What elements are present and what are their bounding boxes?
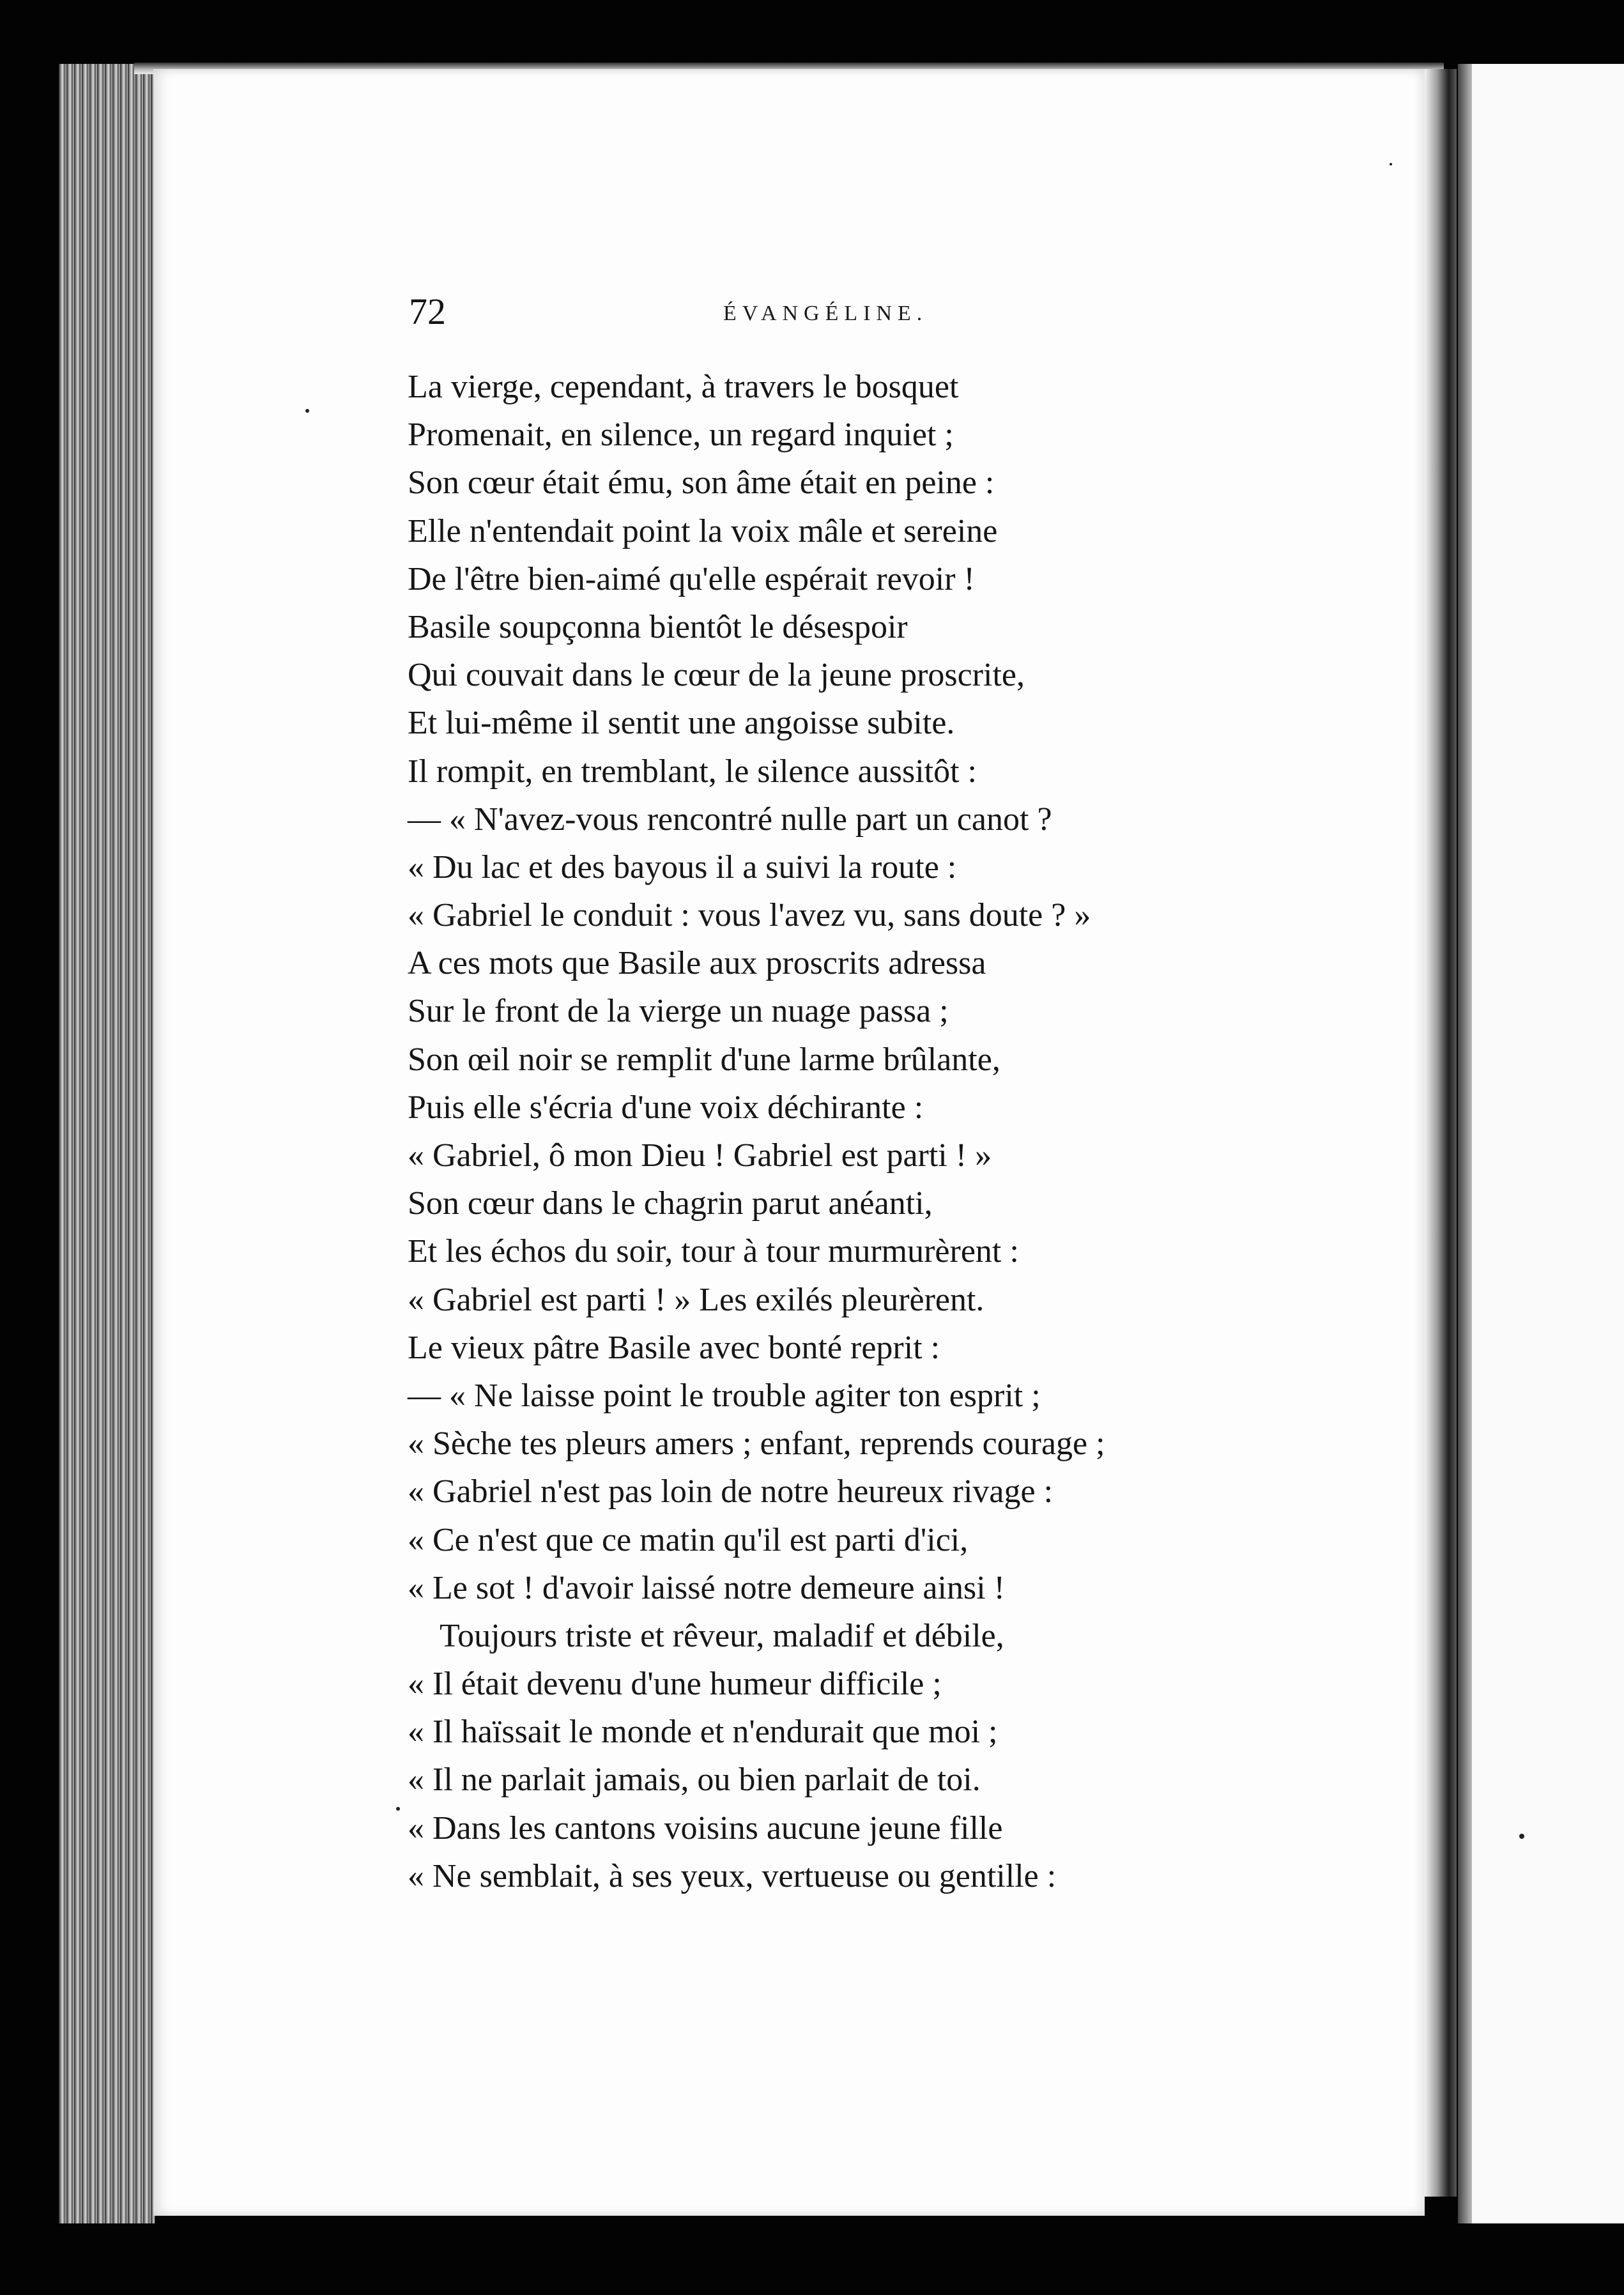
poem-line: Elle n'entendait point la voix mâle et sereine bbox=[408, 512, 998, 549]
dust-speck bbox=[305, 409, 309, 413]
poem-line: « Sèche tes pleurs amers ; enfant, reprends courage ; bbox=[408, 1425, 1105, 1462]
poem-line: Promenait, en silence, un regard inquiet ; bbox=[408, 417, 954, 454]
page-number: 72 bbox=[409, 291, 446, 332]
poem-line: « Il ne parlait jamais, ou bien parlait de toi. bbox=[408, 1762, 981, 1799]
poem-line: Et les échos du soir, tour à tour murmurèrent : bbox=[408, 1233, 1019, 1270]
poem-line: Son œil noir se remplit d'une larme brûlante, bbox=[408, 1041, 1000, 1078]
poem-line: « Ce n'est que ce matin qu'il est parti d'ici, bbox=[408, 1521, 969, 1558]
poem-line: « Il haïssait le monde et n'endurait que moi ; bbox=[408, 1714, 998, 1751]
poem-line: Et lui-même il sentit une angoisse subite. bbox=[408, 705, 955, 742]
binding-gutter bbox=[1425, 69, 1457, 2197]
dust-speck bbox=[1519, 1834, 1524, 1839]
poem-line: Qui couvait dans le cœur de la jeune proscrite, bbox=[408, 657, 1025, 694]
poem-line: « Du lac et des bayous il a suivi la route : bbox=[408, 848, 957, 886]
poem-line: — « N'avez-vous rencontré nulle part un canot ? bbox=[408, 801, 1052, 838]
facing-page-edge bbox=[1458, 64, 1472, 2223]
poem-line: Sur le front de la vierge un nuage passa ; bbox=[408, 993, 949, 1030]
poem-line: Puis elle s'écria d'une voix déchirante : bbox=[408, 1089, 924, 1126]
dust-speck bbox=[1390, 163, 1392, 165]
poem-line: La vierge, cependant, à travers le bosquet bbox=[408, 369, 959, 405]
poem-line: De l'être bien-aimé qu'elle espérait revoir ! bbox=[408, 560, 975, 597]
poem-line: — « Ne laisse point le trouble agiter ton esprit ; bbox=[408, 1377, 1041, 1414]
page-edge-stack bbox=[59, 64, 155, 2223]
running-head bbox=[409, 286, 984, 337]
poem-line: « Il était devenu d'une humeur difficile ; bbox=[408, 1666, 942, 1703]
poem-line: Toujours triste et rêveur, maladif et débile, bbox=[440, 1617, 1004, 1654]
poem-line: « Gabriel, ô mon Dieu ! Gabriel est parti ! » bbox=[408, 1137, 992, 1174]
poem-line: Son cœur dans le chagrin parut anéanti, bbox=[408, 1185, 933, 1222]
poem-line: « Gabriel est parti ! » Les exilés pleurèrent. bbox=[408, 1281, 984, 1318]
poem-line: A ces mots que Basile aux proscrits adressa bbox=[408, 945, 986, 982]
poem-line: « Ne semblait, à ses yeux, vertueuse ou gentille : bbox=[408, 1857, 1057, 1894]
poem-line: « Dans les cantons voisins aucune jeune fille bbox=[408, 1809, 1003, 1846]
poem-line: « Gabriel le conduit : vous l'avez vu, sans doute ? » bbox=[408, 897, 1091, 934]
poem-line: Il rompit, en tremblant, le silence aussitôt : bbox=[408, 753, 977, 790]
poem-line: « Gabriel n'est pas loin de notre heureux rivage : bbox=[408, 1473, 1053, 1510]
poem-line: « Le sot ! d'avoir laissé notre demeure ainsi ! bbox=[408, 1569, 1005, 1606]
facing-page bbox=[1458, 64, 1624, 2223]
running-title: ÉVANGÉLINE. bbox=[723, 302, 928, 325]
poem-line: Son cœur était ému, son âme était en peine : bbox=[408, 464, 995, 502]
poem-text bbox=[408, 363, 1302, 1900]
poem-line: Le vieux pâtre Basile avec bonté reprit : bbox=[408, 1329, 940, 1366]
poem-line: Basile soupçonna bientôt le désespoir bbox=[408, 608, 908, 645]
dust-speck bbox=[396, 1807, 400, 1811]
